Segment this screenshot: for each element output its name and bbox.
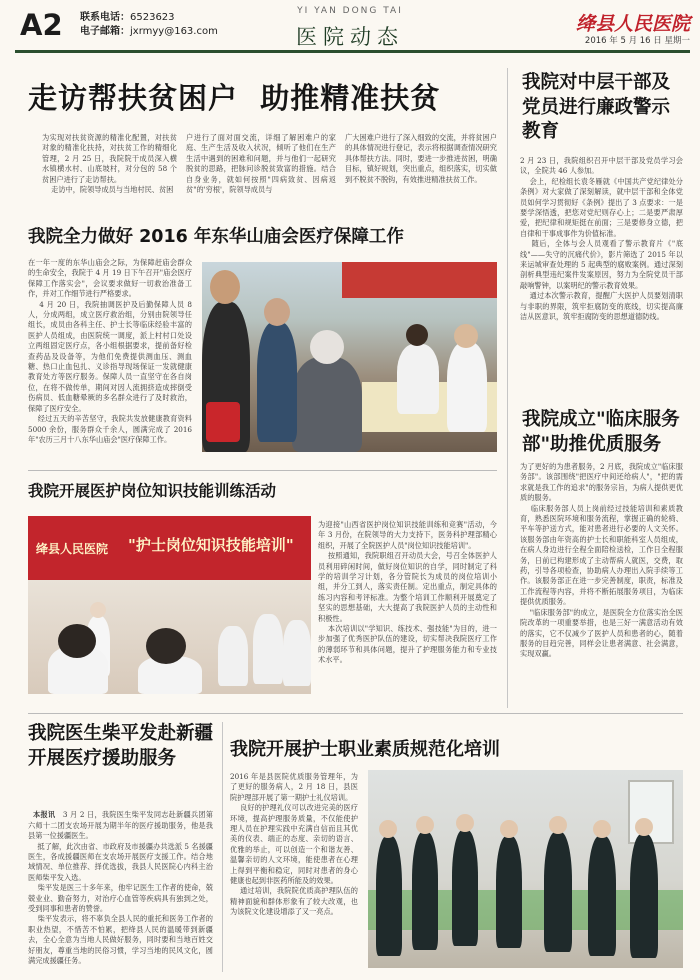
email-address: jxrmyy@163.com — [130, 26, 218, 37]
nurse-1 — [376, 836, 402, 956]
expo-photo — [202, 262, 497, 452]
expo-headline: 我院全力做好 2016 年东华山庙会医疗保障工作 — [28, 227, 404, 247]
lead-headline: 走访帮扶贫困户 助推精准扶贫 — [28, 81, 441, 115]
nurse-6-head — [593, 820, 611, 838]
bottom-column-rule — [222, 722, 223, 972]
nurse-3 — [452, 830, 478, 946]
right-column-rule — [507, 68, 508, 708]
banner-hospital: 绛县人民医院 — [36, 542, 109, 556]
xinjiang-body — [28, 800, 213, 972]
bystander-head — [264, 298, 290, 326]
bystander-figure — [257, 322, 297, 442]
patient-figure — [292, 357, 362, 452]
window — [628, 780, 674, 844]
trainee-1-head — [58, 624, 96, 658]
email-label: 电子邮箱： — [80, 26, 130, 37]
tent-canopy — [342, 262, 497, 298]
nurse-3-head — [456, 814, 474, 832]
contact-info — [80, 11, 218, 39]
right1-headline: 我院对中层干部及党员进行廉政警示教育 — [522, 72, 671, 142]
masthead — [0, 0, 700, 60]
paper-name: 绛县人民医院 — [575, 13, 690, 35]
nurse-5-head — [549, 816, 567, 834]
right2-headline: 我院成立"临床服务部"助推优质服务 — [522, 409, 680, 455]
training-headline: 我院开展医护岗位知识技能训练活动 — [28, 482, 277, 500]
page-number: A2 — [20, 8, 63, 42]
section-pinyin: YI YAN DONG TAI — [297, 6, 403, 16]
expo-body: 在一年一度的东华山庙会之际，为保障赶庙会群众的生命安全，我院于 4 月 19 日下午召开"庙会医疗保障工作落实会"，会议要求做好一切救治准备工作，并对工作细节进行严格要求。 4 月 20 日，我院抽调医护及后勤保障人员 8 人，分成两组，成立医疗救治组，分别由院领导任组长，成员由各科主任、护士长等临床经验丰富的医护人员组成，由医院统一调度，派上村村口处设立两组固定医疗点，各小组根据要求，提前备好检查药品及设备等，为他们免费提供测血压、测血糖、热口止血包扎、义诊指导现场保证一发就健康教育处方等医疗服务。保障人员一直坚守在各自岗位，在将不做传单，期间对因人流拥挤造成摔倒受伤病员、低血糖晕厥的多名群众进行了及时救治，保障了医疗安全。 经过五天的辛苦坚守，我院共发放健康教育资料 5000 余份，服务群众千余人，圆满完成了 2016 年"农历三月十八东华山庙会"医疗保障工作。 — [28, 258, 193, 444]
training-divider — [28, 470, 497, 471]
xinjiang-headline: 我院医生柴平发赴新疆开展医疗援助服务 — [28, 723, 214, 769]
nurse-4 — [496, 836, 522, 948]
nurse-2-head — [416, 816, 434, 834]
nurse-1-head — [379, 820, 397, 838]
phone-label: 联系电话： — [80, 12, 130, 23]
nurse-6 — [588, 836, 616, 956]
xinjiang-text: 3 月 2 日，我院医生柴平发同志赴新疆兵团第六师十二团支农场开展为期半年的医疗援助服务，他是我县第一位援疆医生。 抵了解，此次由省、市政府及市援疆办共选派 5 名援疆医生，各成援疆医师在支农场开展医疗支援工作。结合地域情况、单位推荐、择优选拔，我县人民医院心内科主治医师柴平发入选。 柴平发是医三十多年来，他牢记医生工作者的使命，兢兢业业、勤奋努力，对治疗心血管等疾病具有独到之处，受到同事和患者的赞誉。 柴平发表示，将不辜负全县人民的重托和医务工作者的职业热望，不惜苦不怕累，把绛县人民的温暖带到新疆去，全心全意为当地人民做好服务，同时要和当地百姓交好朋友，尊重当地的民俗习惯，学习当地的民风文化，圆满完成援疆任务。 — [28, 810, 213, 966]
issue-date: 2016 年 5 月 16 日 星期一 — [584, 36, 690, 46]
patient-head — [310, 330, 344, 364]
right2-body: 为了更好的为患者服务，2 月底，我院成立"临床服务部"。该部围绕"把医疗中间还给病人"，"把的需求就是我工作的追求"的服务宗旨，为病人提供更优质的服务。 临床服务部人员上岗前经过技能培训和素质教育，熟悉医院环境和服务流程，掌握正确的轮椅、平车等护送方式，能对患者进行必要的人文关怀。该服务部由年资高的护士长和职能科室人员组成，在病人身边进行全程全面陪检送检，工作日全程服务，日前已构建形成了主动帮病人就医，交费，取药，引导各项检查，协助病人办理出入院手续等工作。该服务部正在进一步完善制度，职责，标准及工作流程等内容，并将不断拓展服务项目，为临床提供优质服务。 "临床服务部"的成立，是医院全方位落实治全医院改革的一项重要举措，也是三好一满意活动有效的落实，它不仅减少了医护人员和患者的心，随着服务的目趋完善，同样会让患者满意、社会满意，实现双赢。 — [520, 462, 683, 659]
nurse-figure — [397, 344, 439, 414]
nurse-5 — [544, 832, 572, 952]
bottom-divider — [28, 713, 683, 714]
training-photo — [28, 516, 311, 694]
byline: 本报讯 — [33, 810, 56, 820]
nurse-head — [406, 324, 428, 346]
doctor-head — [454, 324, 478, 348]
man-head — [210, 270, 240, 304]
right1-body: 2 月 23 日，我院组织召开中层干部及党员学习会议，全院共 46 人参加。 会上，纪检组长袁冬雁就《中国共产党纪律处分条例》对大家做了深刻解读，就中层干部和全体党员如何学习贯彻好《条例》提出了 3 点要求：一是要学深悟透，把您对党纪则存心上；二是要严肃厚爱，把纪律和规矩挺在前面；三是要修身立德，把自律和干事成事作为价值标准。 随后，全体与会人员观看了警示教育片《"底线"——失守的沉痛代价》，影片筛选了 2015 年以来运城审查处理的 5 起典型的腐败案例。通过深刻剖析典型违纪案件发案原因，努力为全院党员干部敲响警钟，以案明纪的警示教育效果。 通过本次警示教育，提醒广大医护人员要划清职与非职的界限，筑牢拒腐防变的底线，切实提高廉洁从医意识，筑牢拒腐防变的思想道德防线。 — [520, 156, 684, 322]
masthead-rule — [15, 50, 690, 53]
nurse-7-head — [635, 818, 653, 836]
section-title: 医院动态 — [296, 25, 404, 49]
doctor-figure — [447, 342, 487, 432]
trainee-2-head — [146, 628, 186, 664]
lead-col-3: 广大困难户进行了深入细致的交流，并将贫困户的具体情况进行登记，表示将根据调查情况研究具体帮扶方法。同时，要进一步推进贫困，明确目标，镇好规划，突出重点，组织落实，切实做到不脱贫不脱钩，有效推进精准扶贫工作。 — [345, 133, 497, 184]
nurse-2 — [412, 832, 438, 950]
nurse-7 — [630, 834, 658, 958]
trainee-4 — [253, 614, 283, 684]
phone-number: 6523623 — [130, 12, 175, 23]
instructor-head — [90, 602, 106, 618]
trainee-3 — [218, 626, 248, 686]
training-body: 为迎接"山西省医护岗位知识技能训练和竞赛"活动，今年 3 月份，在院领导的大力支持下，医务科护理部精心组织，开展了全院医护人员"岗位知识技能培训"。 按照通知，我院职组召开动员大会，号召全体医护人员利用碎闲时间，做好岗位知识的自学，同时制定了科学的培训学习计划，各分管院长为成员的岗位培训小组，并分工到人，落实责任制。定出重点，制定具体的练习内容和考评标准。为整个培训工作顺利开展奠定了坚实的思想基础，大大提高了我院医护人员的主动性和积极性。 本次培训以"学知识、练技术、强技能"为目的，进一步加强了优秀医护队伍的建设，切实帮决我院医疗工作的薄弱环节和具体问题，提升了护理服务能力和专业技术水平。 — [318, 520, 497, 665]
nurse-4-head — [500, 820, 518, 838]
lead-col-1: 为实现对扶贫资源的精准化配置，对扶贫对象的精准化扶持，对扶贫工作的精细化管理，2 月 25 日，我院院干成员深入横水镇横水村、山底坡村，对分包的 58 个贫困户进行了走访帮扶。 走访中，院领导成员与当地村民、贫困 — [42, 133, 177, 195]
nurse-body: 2016 年是县医院优质服务管理年，为了更好的服务病人，2 月 18 日，县医院护理部开展了第一期护士礼仪培训。 良好的护理礼仪可以改进完美的医疗环境，提高护理服务质量，不仅能使护理人员在护理实践中充满自信而且其优美的仪表、端正的态度、亲切的语言、优雅的举止，可以创造一个和谐友善、温馨亲切的人文环境，能使患者在心理上得到平衡和稳定，同时对患者的身心健康也起到非医药所能及的效果。 通过培训，我院院优质高护理队伍的精神面貌和群体形象有了较大改观，也为该院文化建设增添了又一亮点。 — [230, 772, 358, 917]
red-bag — [206, 402, 240, 442]
trainee-5 — [283, 620, 311, 686]
lead-col-2: 户进行了面对面交流，详细了解困难户的家庭、生产生活及收入状况，倾听了他们在生产生活中遇到的困难和问题，并与他们一起研究脱贫的思路，把脉问诊脱贫致富的措施。结合自身业务，就如何按照"四病致贫、因病返贫"的'穷根'，院领导成员与 — [186, 133, 336, 195]
nurse-headline: 我院开展护士职业素质规范化培训 — [230, 739, 500, 760]
nurse-photo — [368, 770, 683, 968]
banner-slogan: "护士岗位知识技能培训" — [128, 536, 294, 554]
